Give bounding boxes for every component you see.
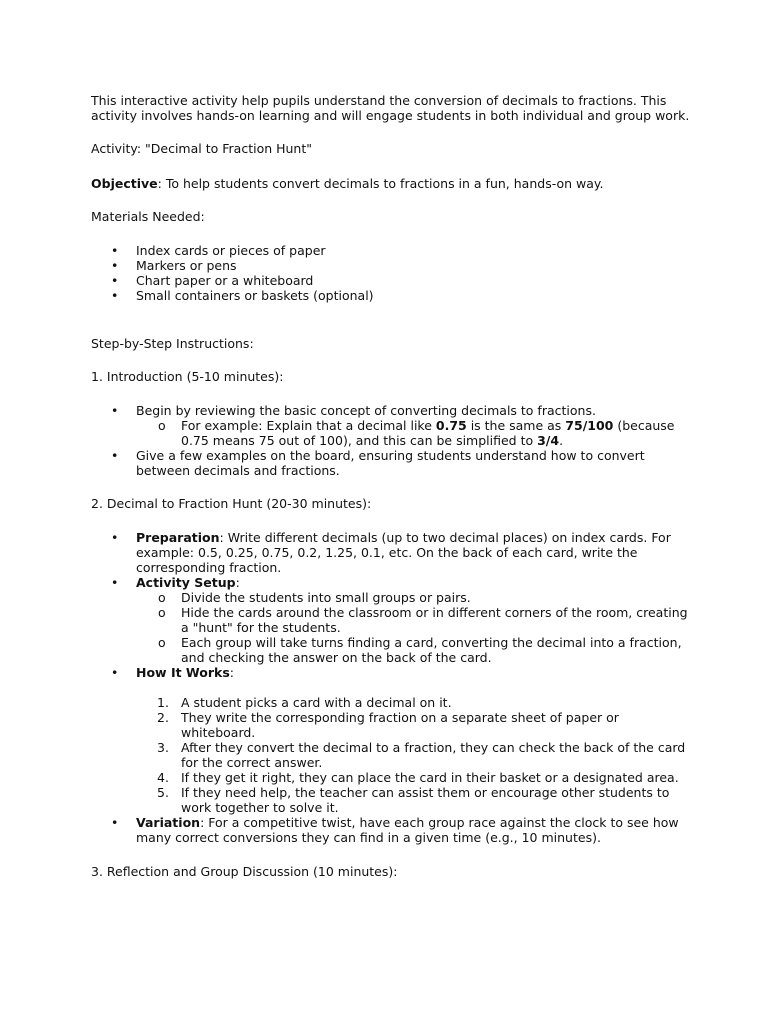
activity-setup-list	[136, 590, 691, 665]
list-item: • Chart paper or a whiteboard	[91, 273, 691, 288]
objective-paragraph	[91, 176, 691, 191]
activity-setup-label: Activity Setup	[136, 575, 236, 590]
preparation-text: : Write different decimals (up to two decimal places) on index cards. For example: 0.5, 0.25, 0.75, 0.2, 1.25, 0.1, etc. On the back of each card, write the corresponding fraction.	[136, 530, 671, 575]
list-item: • Small containers or baskets (optional)	[91, 288, 691, 303]
item-number: 2.	[157, 710, 169, 725]
objective-label: Objective	[91, 176, 158, 191]
step1-heading: 1. Introduction (5-10 minutes):	[91, 369, 284, 384]
materials-list	[91, 243, 691, 303]
list-item	[136, 710, 691, 740]
item-number: 3.	[157, 740, 169, 755]
list-item: • Give a few examples on the board, ensuring students understand how to convert between decimals and fractions.	[91, 448, 691, 478]
step2-list	[91, 530, 691, 845]
list-item	[136, 740, 691, 770]
item-text: After they convert the decimal to a fraction, they can check the back of the card for the correct answer.	[181, 740, 686, 770]
list-item	[136, 695, 691, 710]
intro-paragraph: This interactive activity help pupils understand the conversion of decimals to fractions. This activity involves hands-on learning and will engage students in both individual and group work.	[91, 93, 690, 123]
item-text: A student picks a card with a decimal on it.	[181, 695, 452, 710]
item-number: 1.	[157, 695, 169, 710]
step2-heading: 2. Decimal to Fraction Hunt (20-30 minutes):	[91, 496, 372, 511]
list-item	[136, 770, 691, 785]
step1-list	[91, 403, 691, 478]
example-text: .	[559, 433, 564, 448]
example-simplified-fraction: 3/4	[537, 433, 560, 448]
activity-setup-item	[91, 575, 691, 665]
step1-item1-text: Begin by reviewing the basic concept of converting decimals to fractions.	[136, 403, 596, 418]
activity-setup-colon: :	[235, 575, 240, 590]
step3-heading: 3. Reflection and Group Discussion (10 minutes):	[91, 864, 398, 879]
example-decimal: 0.75	[435, 418, 467, 433]
list-item: o Hide the cards around the classroom or in different corners of the room, creating a "hunt" for the students.	[136, 605, 691, 635]
variation-text: : For a competitive twist, have each group race against the clock to see how many correct conversions they can find in a given time (e.g., 10 minutes).	[136, 815, 679, 845]
activity-title: Activity: "Decimal to Fraction Hunt"	[91, 141, 313, 156]
item-text: If they get it right, they can place the card in their basket or a designated area.	[181, 770, 679, 785]
item-number: 4.	[157, 770, 169, 785]
how-it-works-item	[91, 665, 691, 815]
list-item	[91, 403, 691, 448]
item-text: If they need help, the teacher can assist them or encourage other students to work together to solve it.	[181, 785, 670, 815]
example-fraction: 75/100	[565, 418, 614, 433]
steps-heading: Step-by-Step Instructions:	[91, 336, 254, 351]
how-it-works-label: How It Works	[136, 665, 230, 680]
how-it-works-colon: :	[229, 665, 234, 680]
variation-item	[91, 815, 691, 845]
objective-text: : To help students convert decimals to fractions in a fun, hands-on way.	[157, 176, 604, 191]
step1-sublist	[136, 418, 691, 448]
list-item: o Divide the students into small groups or pairs.	[136, 590, 691, 605]
how-it-works-list	[136, 695, 691, 815]
example-text: For example: Explain that a decimal like	[181, 418, 436, 433]
example-text: is the same as	[466, 418, 566, 433]
example-text: (because 0.75 means 75 out of 100), and this can be simplified to	[181, 418, 675, 448]
item-number: 5.	[157, 785, 169, 800]
list-item	[136, 785, 691, 815]
list-item: o Each group will take turns finding a card, converting the decimal into a fraction, and checking the answer on the back of the card.	[136, 635, 691, 665]
materials-heading: Materials Needed:	[91, 209, 205, 224]
example-item	[136, 418, 691, 448]
item-text: They write the corresponding fraction on a separate sheet of paper or whiteboard.	[181, 710, 619, 740]
list-item: • Markers or pens	[91, 258, 691, 273]
preparation-label: Preparation	[136, 530, 220, 545]
list-item: • Index cards or pieces of paper	[91, 243, 691, 258]
preparation-item	[91, 530, 691, 575]
document-page	[91, 93, 691, 879]
variation-label: Variation	[136, 815, 201, 830]
